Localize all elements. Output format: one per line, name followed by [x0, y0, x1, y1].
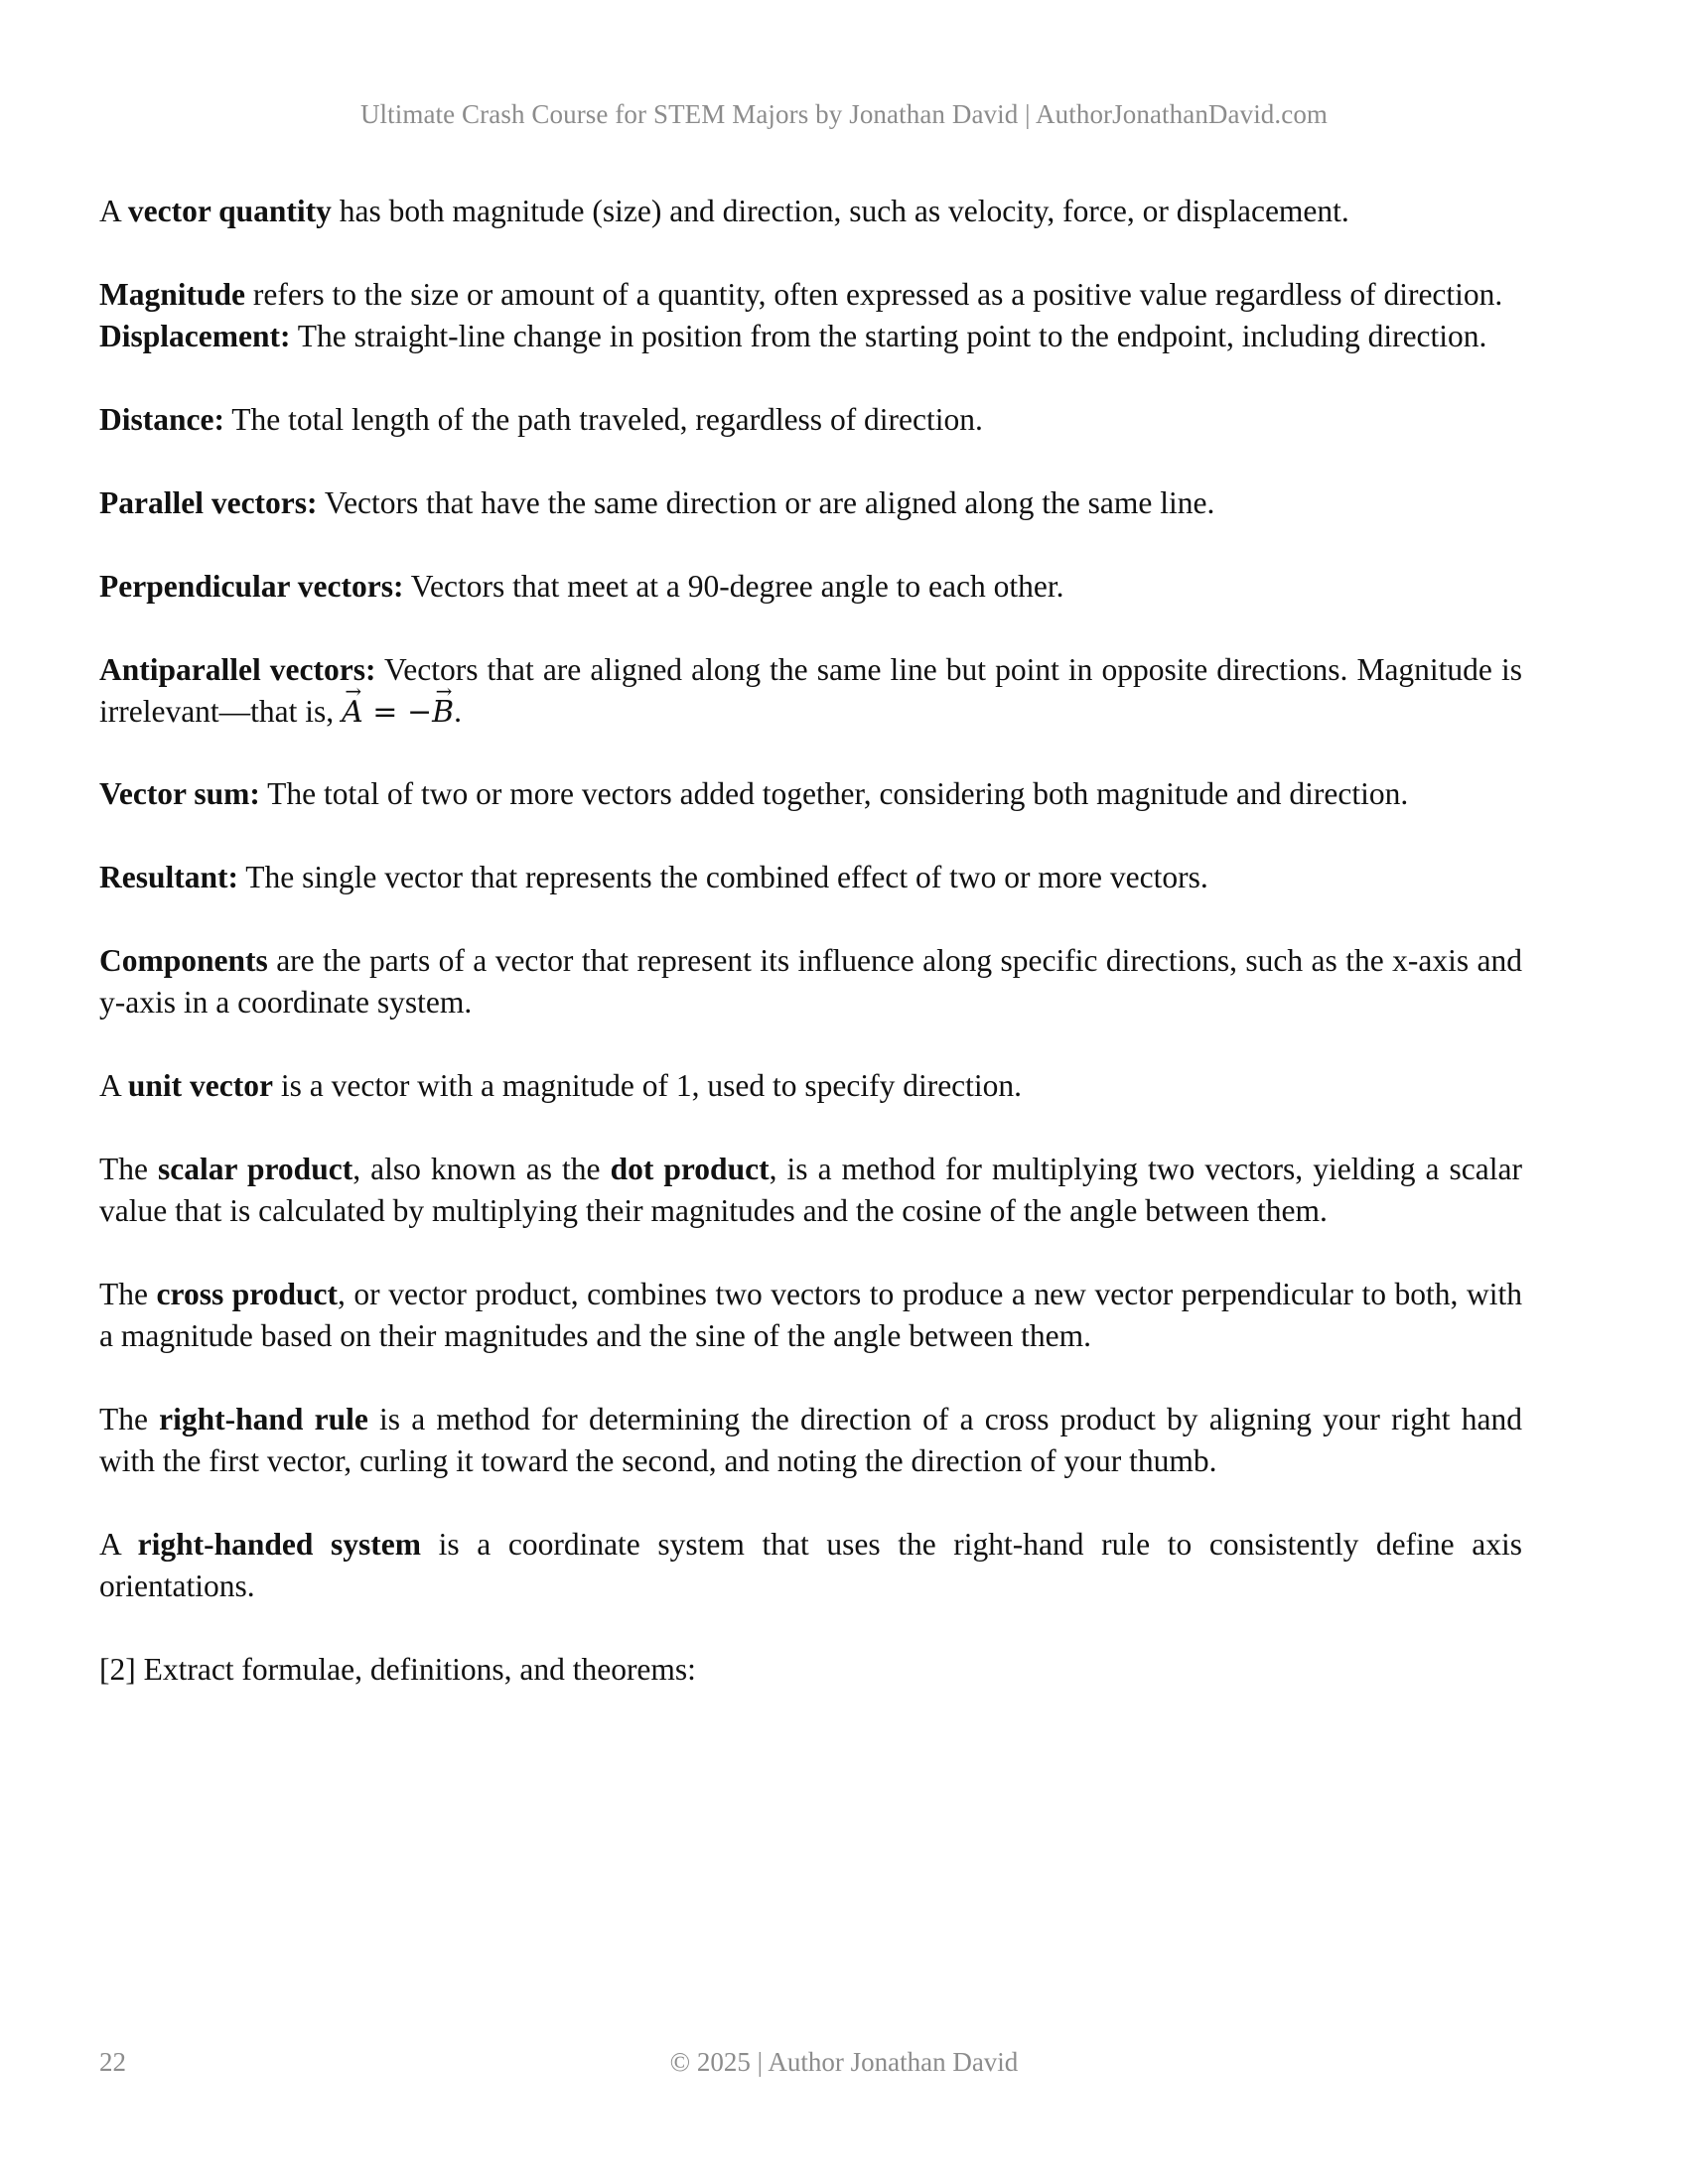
definition-antiparallel-vectors: Antiparallel vectors: Vectors that are aligned along the same line but point in opposite directions. Magnitude is irrelevant—that is, → A = −→ B.	[99, 649, 1522, 734]
definition-vector-sum: Vector sum: The total of two or more vectors added together, considering both magnitude and direction.	[99, 776, 1409, 811]
definition-right-hand-rule: The right-hand rule is a method for determining the direction of a cross product by aligning your right hand with the first vector, curling it toward the second, and noting the direction of your thumb.	[99, 1402, 1522, 1478]
term: Antiparallel vectors:	[99, 652, 376, 687]
term: Components	[99, 943, 268, 978]
term: Resultant:	[99, 860, 238, 894]
definition-perpendicular-vectors: Perpendicular vectors: Vectors that meet at a 90-degree angle to each other.	[99, 569, 1064, 604]
equals-negative: = −	[362, 695, 433, 730]
term: Magnitude	[99, 277, 246, 312]
definition-magnitude: Magnitude refers to the size or amount of a quantity, often expressed as a positive value regardless of direction.	[99, 277, 1503, 312]
antiparallel-equation	[342, 695, 454, 730]
term: Displacement:	[99, 319, 291, 353]
definition-vector-quantity: A vector quantity has both magnitude (size) and direction, such as velocity, force, or displacement.	[99, 194, 1349, 228]
definition-scalar-product: The scalar product, also known as the dot product, is a method for multiplying two vectors, yielding a scalar value that is calculated by multiplying their magnitudes and the cosine of the angle between them.	[99, 1152, 1522, 1228]
vector-a: → A	[342, 692, 363, 734]
body-text	[99, 191, 1522, 1732]
definition-parallel-vectors: Parallel vectors: Vectors that have the same direction or are aligned along the same line.	[99, 485, 1215, 520]
page-number: 22	[99, 2047, 126, 2077]
section-prompt: [2] Extract formulae, definitions, and theorems:	[99, 1652, 696, 1687]
term: scalar product	[158, 1152, 353, 1186]
definition-displacement: Displacement: The straight-line change in position from the starting point to the endpoint, including direction.	[99, 319, 1487, 353]
term: right-hand rule	[159, 1402, 368, 1436]
term: dot product	[610, 1152, 770, 1186]
definition-distance: Distance: The total length of the path traveled, regardless of direction.	[99, 402, 983, 437]
running-header: Ultimate Crash Course for STEM Majors by Jonathan David | AuthorJonathanDavid.com	[359, 99, 1329, 129]
vector-b: → B	[432, 692, 454, 734]
term: right-handed system	[137, 1527, 422, 1562]
term: Distance:	[99, 402, 224, 437]
definition-resultant: Resultant: The single vector that represents the combined effect of two or more vectors.	[99, 860, 1208, 894]
term: Perpendicular vectors:	[99, 569, 404, 604]
term: Vector sum:	[99, 776, 260, 811]
term: vector quantity	[127, 194, 332, 228]
definition-unit-vector: A unit vector is a vector with a magnitude of 1, used to specify direction.	[99, 1068, 1023, 1103]
definition-cross-product: The cross product, or vector product, combines two vectors to produce a new vector perpendicular to both, with a magnitude based on their magnitudes and the sine of the angle between them.	[99, 1277, 1522, 1353]
term: unit vector	[127, 1068, 273, 1103]
term: cross product	[156, 1277, 338, 1311]
definition-right-handed-system: A right-handed system is a coordinate system that uses the right-hand rule to consistently define axis orientations.	[99, 1527, 1522, 1603]
definition-components: Components are the parts of a vector that represent its influence along specific directions, such as the x-axis and y-axis in a coordinate system.	[99, 943, 1522, 1020]
term: Parallel vectors:	[99, 485, 318, 520]
copyright-notice: © 2025 | Author Jonathan David	[669, 2047, 1019, 2077]
